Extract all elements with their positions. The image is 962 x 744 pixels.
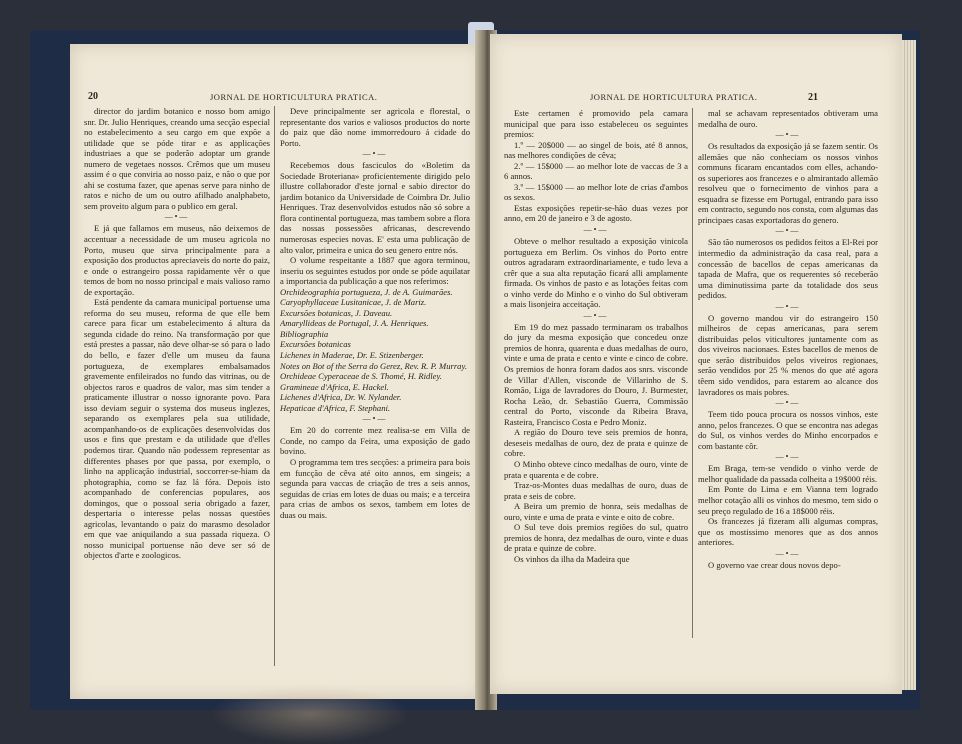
paragraph: O volume respeitante a 1887 que agora terminou, inseriu os seguintes estudos por onde se póde aquilatar a importancia da publicação a que nos referimos: bbox=[280, 255, 470, 287]
bibliography-entry: Hepaticae d'Africa, F. Stephani. bbox=[280, 402, 391, 413]
paragraph: São tão numerosos os pedidos feitos a El-Rei por intermedio da administração da casa real, para a concessão de bacellos de cepas americanas da tapada de Mafra, que os requerentes só receberão uma diminutissima parte da totalidade dos seus pedidos. bbox=[698, 237, 878, 301]
right-page bbox=[490, 34, 902, 694]
paragraph: Em Braga, tem-se vendido o vinho verde de melhor qualidade da passada colheita a 19$000 réis. bbox=[698, 463, 878, 484]
bibliography-entry: Lichenes in Maderae, Dr. E. Stizenberger. bbox=[280, 350, 424, 361]
paragraph: 1.º — 20$000 — ao singel de bois, até 8 annos, nas melhores condições de cêva; bbox=[504, 139, 688, 161]
paragraph: Está pendente da camara municipal portuense uma reforma do seu museu, reforma de que elle bem carece para ficar um estabelecimento á altura da segunda cidade do reino. Na transformação por que está prestes a passar, não deve olhar-se só para o lado do bello, e fazer d'elle um museu da fauna portugueza, de exemplares embalsamados gravemente enfileirados no fundo das vitrinas, ou de objectos raros e quadros de valor, mas sim tender a praticamente illustrar o nosso ignorante povo. Para isso deviam seguir o systema dos museus inglezes, separando os exemplares pela sua utilidade, acompanhando-os de explicações desenvolvidas dos usos e fins que prestam e da utilidade que d'elles podemos tirar. Quando não podessem representar as differentes phases por que passa, por exemplo, o linho na applicação industrial, soccorrer-se-hiam da photographia, como se faz lá fóra. Depois isto acompanhado de conferencias populares, aos domingos, que o possoal seria obrigado a fazer, despertaria o interesse pelas nossas questões agricolas, levantando o paiz do marasmo desolador em que vae aniquilando a sua passada riqueza. O nosso municipal portuense não deve ser só de objectos d'arte e zoologicos. bbox=[84, 297, 270, 561]
bibliography-entry: Orchideographia portugueza, J. de A. Guimarães. bbox=[280, 286, 453, 297]
paragraph: Em 19 do mez passado terminaram os trabalhos do jury da mesma exposição que concedeu onze premios de honra, quarenta e duas medalhas de ouro, vinte e uma de prata e cento e vinte e cinco de cobre. Os premios de honra foram dados aos snrs. visconde de Villar d'Allen, visconde de Villarinho de S. Romão, Liga de lavradores do Douro, J. Burmester, Rocha Leão, dr. Sebastião Guerra, Commissão central do Porto, visconde da Ribeira Brava, Rasteira, Francisco Costa e Pedro Moniz. bbox=[504, 321, 688, 427]
left-page bbox=[70, 44, 482, 699]
bibliography-entry: Excursões botanicas, J. Daveau. bbox=[280, 307, 393, 318]
paragraph: Deve principalmente ser agricola e florestal, o representante dos varios e valiosos productos do norte do paiz que dão nome immorredouro á cidade do Porto. bbox=[280, 106, 470, 148]
paragraph: Estas exposições repetir-se-hão duas vezes por anno, em 20 de janeiro e 3 de agosto. bbox=[504, 202, 688, 224]
bibliography-entry: Orchideae Cyperaceae de S. Thomé, H. Ridley. bbox=[280, 371, 442, 382]
paragraph: Este certamen é promovido pela camara municipal que para isso estabeleceu os seguintes premios: bbox=[504, 108, 688, 140]
text-column-right-2 bbox=[698, 108, 878, 648]
section-separator: —•— bbox=[775, 548, 801, 558]
paragraph: O governo mandou vir do estrangeiro 150 milheiros de cepas americanas, para serem distribuidas pelos viticultores juntamente com as dos viveiros nacionaes. Estes bacellos de menos de que serão distribuidos pelos viveiros regionaes, serão vendidos por 25 % menos do que até agora têem sido vendidos, para estarem ao alcance dos lavradores os mais pobres. bbox=[698, 312, 878, 397]
paragraph: mal se achavam representados obtiveram uma medalha de ouro. bbox=[698, 108, 878, 129]
paragraph: A região do Douro teve seis premios de honra, deseseis medalhas de ouro, dez de prata e quinze de cobre. bbox=[504, 427, 688, 459]
section-separator: —•— bbox=[583, 310, 609, 320]
section-separator: —•— bbox=[362, 149, 388, 159]
bibliography-entry: Caryophyllaceae Lusitanicae, J. de Mariz. bbox=[280, 297, 427, 308]
bibliography-entry: Excursões botanicas bbox=[280, 339, 351, 350]
bibliography-entry: Notes on Bot of the Serra do Gerez, Rev. R. P. Murray. bbox=[280, 360, 467, 371]
bibliography-entry: Gramineae d'Africa, E. Hackel. bbox=[280, 381, 389, 392]
section-separator: —•— bbox=[164, 212, 190, 222]
page-number: 20 bbox=[88, 91, 98, 102]
paragraph: Os resultados da exposição já se fazem sentir. Os allemães que não conheciam os nossos vinhos communs ficaram encantados com elles, achando-os superiores aos francezes e o almirantado allemão resolveu que o fornecimento de vinhos para a esquadra se fizesse em Portugal, entrando para isso em contracto, segundo nos consta, com algumas das principaes casas exportadoras do genero. bbox=[698, 141, 878, 225]
column-divider bbox=[692, 108, 693, 638]
paragraph: 2.º — 15$000 — ao melhor lote de vaccas de 3 a 6 annos. bbox=[504, 160, 688, 182]
page-number: 21 bbox=[808, 92, 818, 103]
running-header: JORNAL DE HORTICULTURA PRATICA. bbox=[590, 92, 758, 102]
paragraph: E já que fallamos em museus, não deixemos de accentuar a necessidade de um museu agricola no Porto, museu que sirva principalmente para a exposição dos productos apreciaveis do norte do paiz, e onde o estrangeiro possa rapidamente vêr o que temos de bom no nosso principal e mais valioso ramo de exportação. bbox=[84, 223, 270, 297]
section-separator: —•— bbox=[583, 225, 609, 235]
text-column-left-1 bbox=[84, 106, 270, 684]
bibliography-entry: Lichenes d'Africa, Dr. W. Nylander. bbox=[280, 392, 402, 403]
paragraph: 3.º — 15$000 — ao melhor lote de crias d'ambos os sexos. bbox=[504, 181, 688, 203]
paragraph: Em 20 do corrente mez realisa-se em Villa de Conde, no campo da Feira, uma exposição de gado bovino. bbox=[280, 425, 470, 457]
paragraph: O programma tem tres secções: a primeira para bois em funcção de cêva até oito annos, em singeis; a segunda para vaccas de criação de tres a seis annos, seguidas de crias em lotes de duas ou mais; e a terceira para crias de ambos os sexos, tambem em lotes de duas ou mais. bbox=[280, 456, 470, 520]
section-separator: —•— bbox=[775, 130, 801, 140]
section-separator: —•— bbox=[362, 414, 388, 424]
running-header: JORNAL DE HORTICULTURA PRATICA. bbox=[210, 92, 378, 102]
paragraph: Obteve o melhor resultado a exposição vinicola portugueza em Berlim. Os vinhos do Porto entre outros agradaram extraordinariamente, e tudo leva a crêr que a sua alta reputação ficará alli amplamente firmada. Os vinhos de pasto e as lotações feitas com o vinho verde do Minho e o vinho do Sul obtiveram a mais lisonjeira acceitação. bbox=[504, 236, 688, 310]
bibliography-entry: Amaryllideas de Portugal, J. A. Henriques. bbox=[280, 318, 429, 329]
paragraph: director do jardim botanico e nosso bom amigo snr. Dr. Julio Henriques, creando uma secção especial no estabelecimento a seu cargo em que expõe a utilidade que se póde tirar e as applicações industriaes a que se poderão adoptar um grande numero de vegetaes nossos. Crêmos que um museu assim é o que conviria ao nosso paiz, e não o que por ahi se costuma fazer, que apenas serve para ninho de ratos e nicho de um ou outro afilhado analphabeto, sem proveito algum para o publico em geral. bbox=[84, 106, 270, 211]
section-separator: —•— bbox=[775, 226, 801, 236]
section-separator: —•— bbox=[775, 398, 801, 408]
paragraph: Os francezes já fizeram alli algumas compras, que os mostissimo menores que as dos annos anteriores. bbox=[698, 516, 878, 548]
section-separator: —•— bbox=[775, 452, 801, 462]
bibliography-entry: Bibliographia bbox=[280, 328, 329, 339]
paragraph: Recebemos dous fasciculos do «Boletim da Sociedade Broteriana» proficientemente dirigido pelo illustre collaborador d'este jornal e sabio director do jardim botanico da Universidade de Coimbra Dr. Julio Henriques. Traz desenvolvidos estudos não só sobre a flora continental portugueza, mas tambem sobre a flora das nossas possessões africanas, descrevendo numerosas especies novas. E' esta uma publicação de alto valor, primeira e unica do seu genero entre nós. bbox=[280, 160, 470, 255]
section-separator: —•— bbox=[775, 301, 801, 311]
paragraph: Teem tido pouca procura os nossos vinhos, este anno, pelos francezes. O que se encontra nas adegas do Sul, os vinhos verdes do Minho encorpados e com bastante côr. bbox=[698, 409, 878, 451]
column-divider bbox=[274, 106, 275, 666]
text-column-right-1 bbox=[504, 108, 688, 648]
page-edges bbox=[902, 40, 916, 690]
paragraph: O Minho obteve cinco medalhas de ouro, vinte de prata e quarenta e de cobre. bbox=[504, 458, 688, 480]
paragraph: O governo vae crear dous novos depo- bbox=[708, 559, 841, 570]
paragraph: O Sul teve dois premios regiões do sul, quatro premios de honra, dez medalhas de ouro, vinte e duas de prata e quinze de cobre. bbox=[504, 522, 688, 554]
paragraph: Em Ponte do Lima e em Vianna tem logrado melhor cotação alli os vinhos do mesmo, tem sido o seu preço regulado de 16 a 18$000 réis. bbox=[698, 484, 878, 516]
page-stain bbox=[210, 684, 410, 744]
paragraph: Traz-os-Montes duas medalhas de ouro, duas de prata e seis de cobre. bbox=[504, 480, 688, 501]
text-column-left-2 bbox=[280, 106, 470, 666]
paragraph: A Beira um premio de honra, seis medalhas de ouro, vinte e uma de prata e vinte e oito de cobre. bbox=[504, 501, 688, 522]
paragraph: Os vinhos da ilha da Madeira que bbox=[514, 553, 630, 564]
